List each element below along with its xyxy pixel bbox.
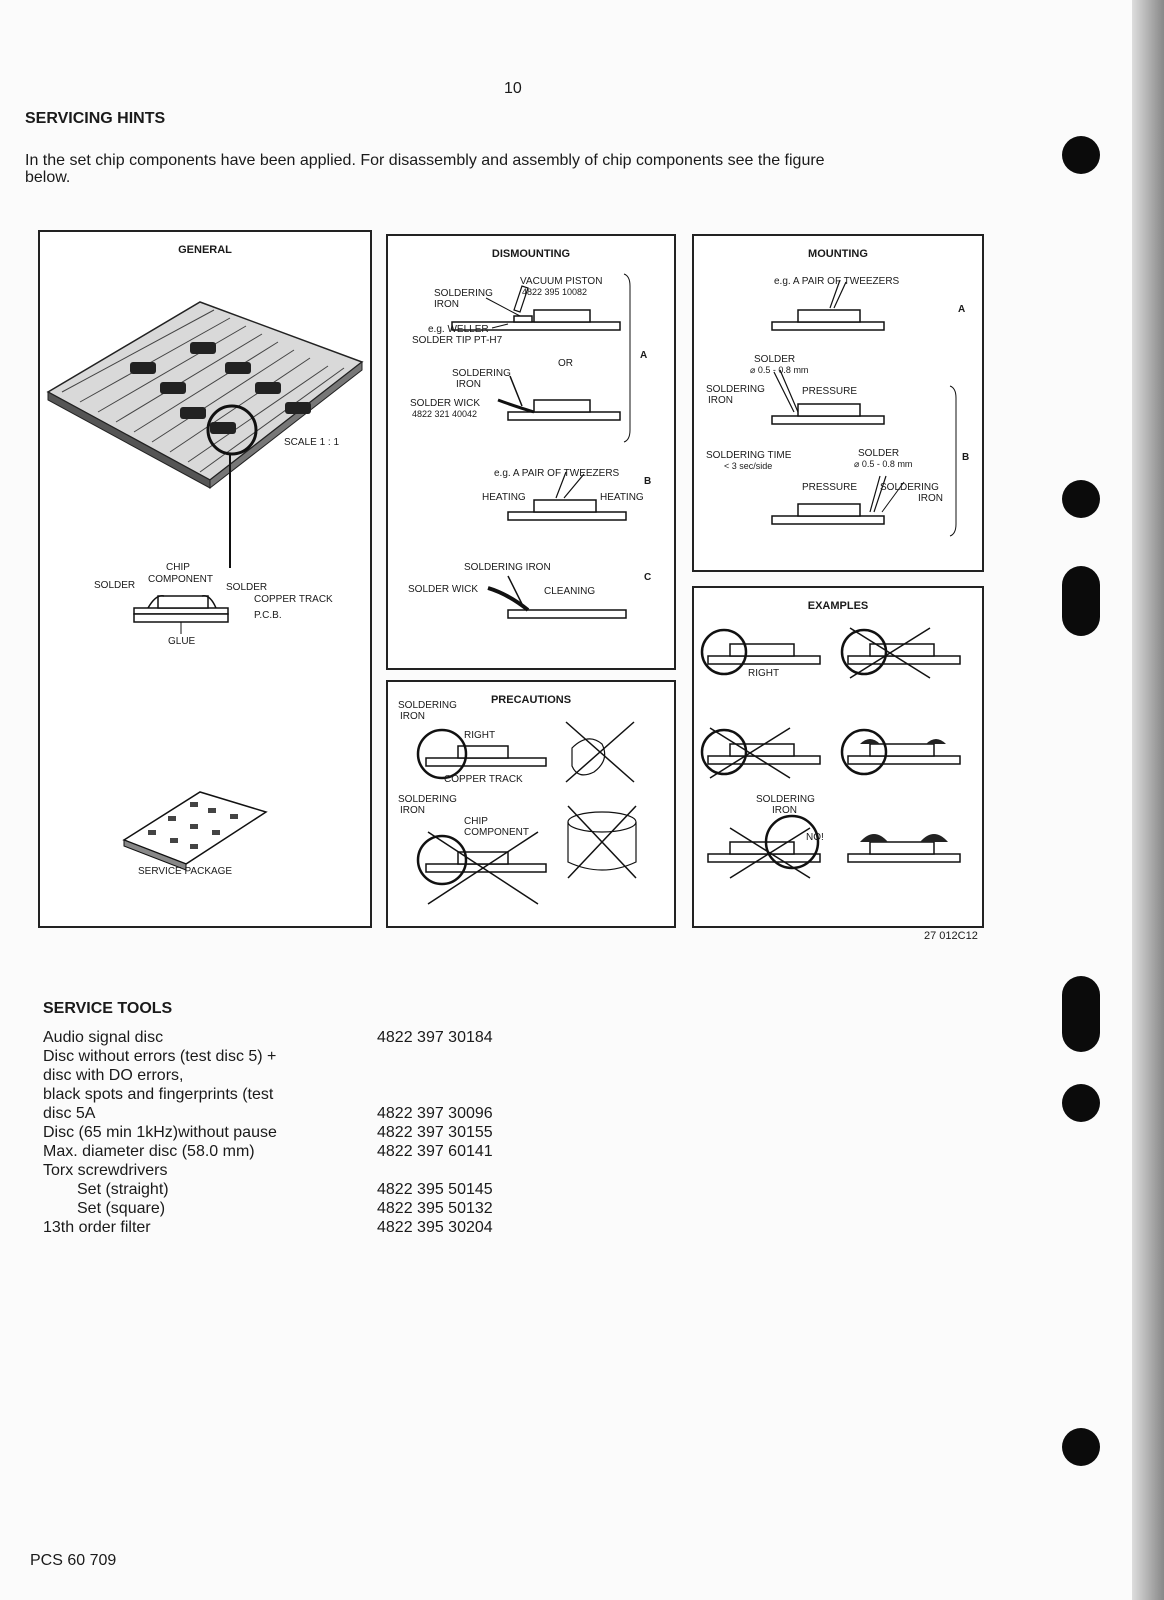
servicing-hints-intro — [25, 152, 945, 186]
dis-solder-wick-2: SOLDER WICK — [408, 584, 479, 595]
tool-name: Set (straight) — [77, 1181, 169, 1198]
prec-soldering-2: SOLDERING — [398, 794, 457, 805]
dis-heating-right: HEATING — [600, 492, 644, 503]
dis-mark-c: C — [644, 572, 652, 583]
mnt-time-value: < 3 sec/side — [724, 461, 773, 471]
panel-mounting — [692, 234, 984, 572]
mnt-soldering: SOLDERING — [706, 384, 765, 395]
dis-heating-left: HEATING — [482, 492, 526, 503]
intro-line-2: below. — [25, 169, 71, 186]
general-solder-right: SOLDER — [226, 582, 268, 593]
examples-drawing — [694, 588, 982, 926]
intro-line-1: In the set chip components have been applied. For disassembly and assembly of chip components see the figure — [25, 152, 825, 169]
ex-soldering: SOLDERING — [756, 794, 815, 805]
prec-iron-2: IRON — [400, 805, 425, 816]
examples-title: EXAMPLES — [807, 600, 869, 612]
page-number: 10 — [504, 80, 522, 97]
dis-soldering-iron: SOLDERING IRON — [464, 562, 551, 573]
tool-name: Disc (65 min 1kHz)without pause — [43, 1124, 277, 1141]
service-tools-heading: SERVICE TOOLS — [43, 1000, 173, 1017]
tool-name: Torx screwdrivers — [43, 1162, 168, 1179]
general-solder-left: SOLDER — [94, 580, 136, 591]
mnt-mark-b: B — [962, 452, 970, 463]
prec-chip: CHIP — [464, 816, 488, 827]
mnt-soldering-2: SOLDERING — [880, 482, 939, 493]
mnt-solder: SOLDER — [754, 354, 796, 365]
tool-name: Max. diameter disc (58.0 mm) — [43, 1143, 255, 1160]
prec-right: RIGHT — [464, 730, 496, 741]
tool-name: disc with DO errors, — [43, 1067, 184, 1084]
tool-name: Audio signal disc — [43, 1029, 164, 1046]
tool-name: Set (square) — [77, 1200, 166, 1217]
tool-name: black spots and fingerprints (test — [43, 1086, 274, 1103]
mnt-diameter-2: ⌀ 0.5 - 0.8 mm — [854, 459, 913, 469]
panel-dismounting — [386, 234, 676, 670]
dismounting-title: DISMOUNTING — [491, 248, 571, 260]
ex-right: RIGHT — [748, 668, 780, 679]
dis-mark-b: B — [644, 476, 652, 487]
mnt-diameter: ⌀ 0.5 - 0.8 mm — [750, 365, 809, 375]
figure-reference: 27 012C12 — [924, 930, 978, 942]
general-pcb: P.C.B. — [254, 610, 282, 621]
prec-soldering: SOLDERING — [398, 700, 457, 711]
dis-or: OR — [558, 358, 573, 369]
mnt-mark-a: A — [958, 304, 966, 315]
dis-weller: e.g. WELLER — [428, 324, 489, 335]
tool-code: 4822 395 50132 — [377, 1200, 493, 1217]
general-scale: SCALE 1 : 1 — [284, 437, 340, 448]
precautions-title: PRECAUTIONS — [490, 694, 572, 706]
dis-soldering-2: SOLDERING — [452, 368, 511, 379]
footer-code: PCS 60 709 — [30, 1552, 117, 1569]
binder-hole — [1062, 480, 1100, 518]
tool-code: 4822 395 30204 — [377, 1219, 493, 1236]
dismounting-drawing — [388, 236, 674, 668]
mnt-solder-2: SOLDER — [858, 448, 900, 459]
dis-soldering: SOLDERING — [434, 288, 493, 299]
dis-tweezers: e.g. A PAIR OF TWEEZERS — [494, 468, 620, 479]
general-glue: GLUE — [168, 636, 196, 647]
dis-vacuum-piston: VACUUM PISTON — [520, 276, 603, 287]
tool-code: 4822 397 30155 — [377, 1124, 493, 1141]
panel-general — [38, 230, 372, 928]
dis-solder-tip: SOLDER TIP PT-H7 — [412, 335, 503, 346]
dis-mark-a: A — [640, 350, 648, 361]
binder-hole — [1062, 1428, 1100, 1466]
general-service-package: SERVICE PACKAGE — [138, 866, 233, 877]
ex-iron: IRON — [772, 805, 797, 816]
panel-precautions — [386, 680, 676, 928]
dis-iron: IRON — [434, 299, 459, 310]
mnt-iron-2: IRON — [918, 493, 943, 504]
service-tools-list — [43, 1028, 563, 1248]
mounting-title: MOUNTING — [808, 248, 868, 260]
panel-examples — [692, 586, 984, 928]
tool-code: 4822 397 30096 — [377, 1105, 493, 1122]
tool-name: Disc without errors (test disc 5) + — [43, 1048, 277, 1065]
mnt-iron: IRON — [708, 395, 733, 406]
general-title: GENERAL — [178, 244, 232, 256]
mnt-pressure-2: PRESSURE — [802, 482, 858, 493]
general-copper-track: COPPER TRACK — [254, 594, 333, 605]
binder-hole — [1062, 566, 1100, 636]
dis-cleaning: CLEANING — [544, 586, 596, 597]
tool-name: 13th order filter — [43, 1219, 151, 1236]
binder-hole — [1062, 136, 1100, 174]
general-chip: CHIP — [166, 562, 190, 573]
servicing-hints-heading: SERVICING HINTS — [25, 110, 166, 127]
tool-name: disc 5A — [43, 1105, 96, 1122]
dis-solder-wick: SOLDER WICK — [410, 398, 481, 409]
ex-no: NO! — [806, 832, 824, 843]
prec-iron: IRON — [400, 711, 425, 722]
dis-vacuum-code: 4822 395 10082 — [522, 287, 588, 297]
mnt-tweezers: e.g. A PAIR OF TWEEZERS — [774, 276, 900, 287]
binder-hole — [1062, 976, 1100, 1052]
prec-copper-track: COPPER TRACK — [444, 774, 523, 785]
dis-iron-2: IRON — [456, 379, 481, 390]
page-edge-shadow — [1132, 0, 1164, 1600]
tool-code: 4822 397 30184 — [377, 1029, 493, 1046]
prec-component: COMPONENT — [464, 827, 529, 838]
general-component: COMPONENT — [148, 574, 213, 585]
binder-hole — [1062, 1084, 1100, 1122]
tool-code: 4822 397 60141 — [377, 1143, 493, 1160]
mnt-pressure: PRESSURE — [802, 386, 858, 397]
dis-wick-code: 4822 321 40042 — [412, 409, 478, 419]
tool-code: 4822 395 50145 — [377, 1181, 493, 1198]
mnt-soldering-time: SOLDERING TIME — [706, 450, 792, 461]
